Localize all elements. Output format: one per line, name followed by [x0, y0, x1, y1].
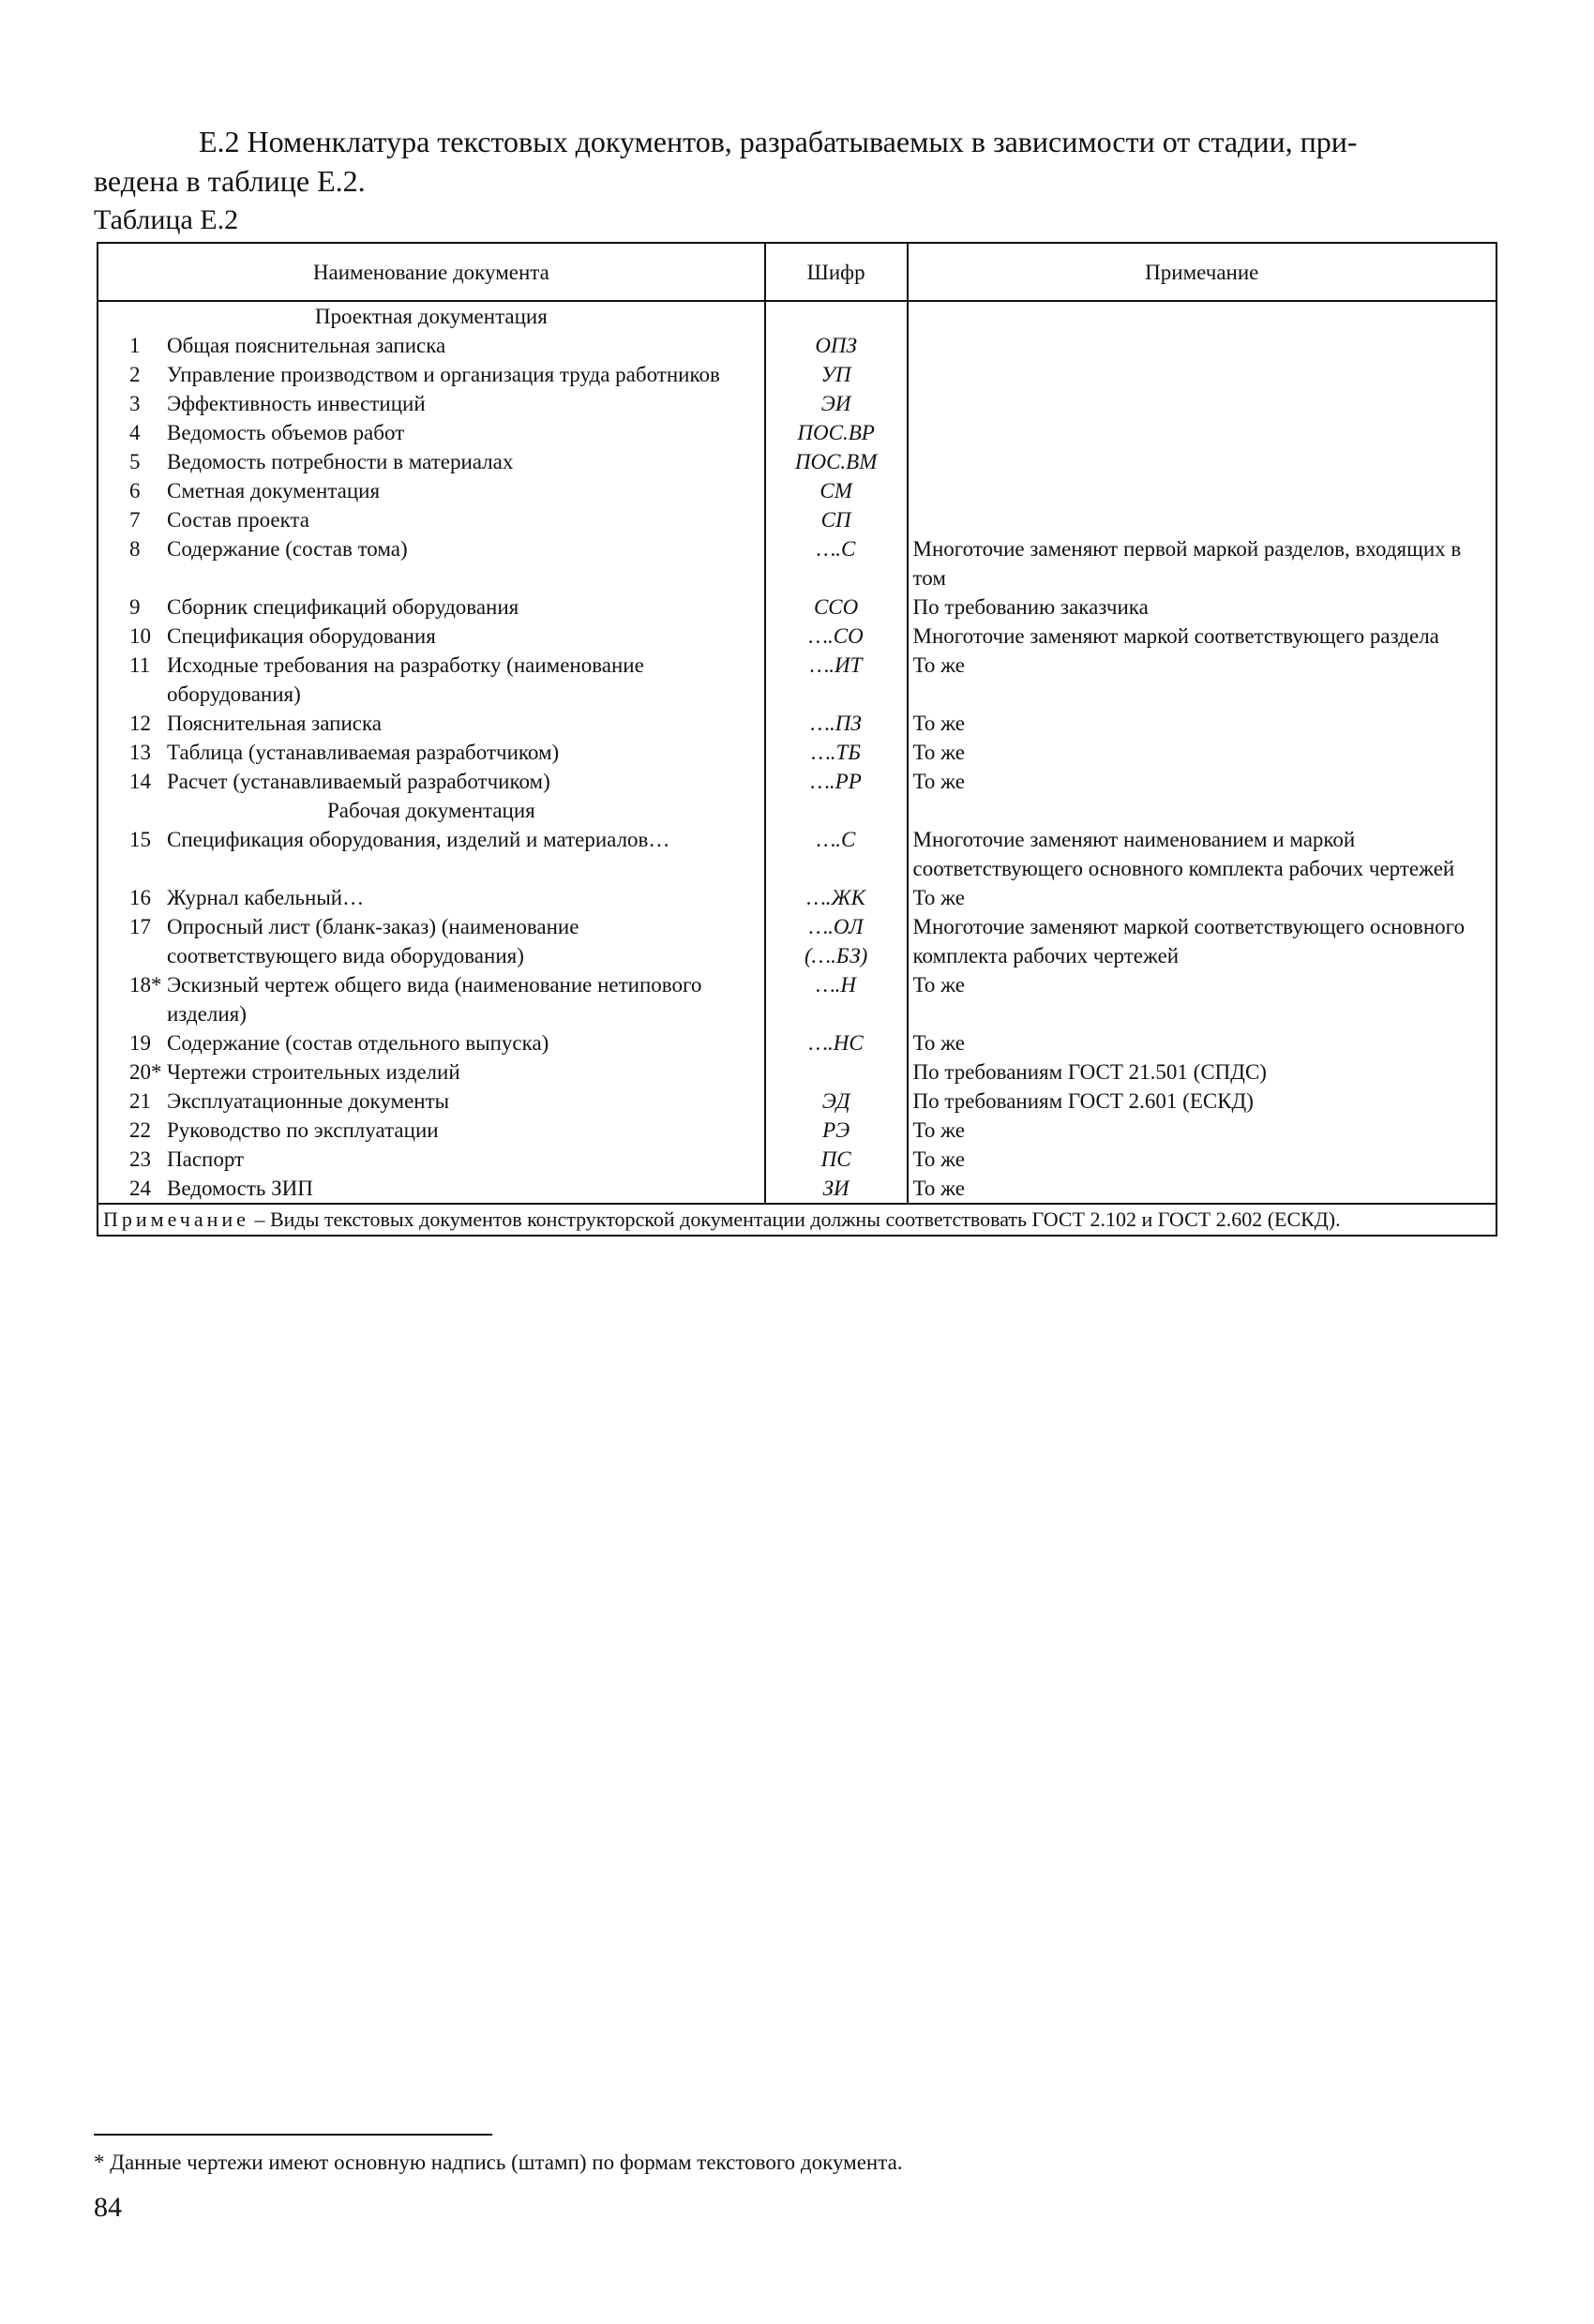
- document-code-cell: [765, 1087, 908, 1116]
- document-note: [908, 447, 1496, 476]
- document-code-cell: [765, 767, 908, 796]
- document-code-cell: [765, 418, 908, 447]
- footnote: * Данные чертежи имеют основную надпись (штамп) по формам текстового документа.: [94, 2151, 903, 2174]
- document-code: ….НС: [808, 1031, 864, 1055]
- row-number: 12: [129, 712, 151, 735]
- document-code: ….СО: [808, 624, 864, 648]
- table-note-text: – Виды текстовых документов конструкторской документации должны соответствовать ГОСТ 2.102 и ГОСТ 2.602 (ЕСКД).: [248, 1207, 1341, 1231]
- document-note: То же: [908, 1116, 1496, 1145]
- document-code: ПОС.ВР: [797, 421, 875, 444]
- document-code-cell: [765, 1028, 908, 1057]
- document-code-cell: [765, 825, 908, 883]
- document-name: Содержание (состав тома): [167, 537, 408, 561]
- document-name-cell: [98, 592, 765, 622]
- row-number: 2: [129, 363, 141, 386]
- document-code: ЗИ: [822, 1177, 850, 1200]
- row-number: 10: [129, 624, 151, 648]
- document-name: Пояснительная записка: [167, 712, 383, 735]
- row-number: 9: [129, 595, 141, 619]
- document-code: СМ: [820, 479, 852, 502]
- row-number: 17: [129, 915, 151, 938]
- table-row: [98, 738, 1496, 767]
- document-code-cell: [765, 1057, 908, 1087]
- document-note: То же: [908, 651, 1496, 709]
- table-row: [98, 1174, 1496, 1204]
- table-caption: Таблица Е.2: [94, 204, 239, 235]
- document-name: Сборник спецификаций оборудования: [167, 595, 519, 619]
- document-name: Опросный лист (бланк-заказ) (наименование соответствующего вида оборудования): [167, 915, 579, 967]
- row-number: 6: [129, 479, 141, 502]
- document-name-cell: [98, 1145, 765, 1174]
- section-note-cell: [908, 796, 1496, 825]
- document-code-cell: [765, 447, 908, 476]
- nomenclature-table: [97, 242, 1497, 1237]
- section-title: Проектная документация: [98, 301, 765, 331]
- document-name: Содержание (состав отдельного выпуска): [167, 1031, 549, 1055]
- document-name: Ведомость объемов работ: [167, 421, 405, 444]
- document-code: УП: [820, 363, 851, 386]
- document-note: По требованию заказчика: [908, 592, 1496, 622]
- document-code-cell: [765, 912, 908, 970]
- document-code: ПОС.ВМ: [794, 450, 878, 473]
- document-name: Эскизный чертеж общего вида (наименование нетипового изделия): [167, 973, 702, 1026]
- document-note: Многоточие заменяют маркой соответствующего основного комплекта рабочих чертежей: [908, 912, 1496, 970]
- document-code-cell: [765, 331, 908, 360]
- document-code-cell: [765, 883, 908, 912]
- document-name: Расчет (устанавливаемый разработчиком): [167, 770, 550, 793]
- document-code: ПС: [820, 1147, 851, 1171]
- table-row: [98, 912, 1496, 970]
- row-number: 19: [129, 1031, 151, 1055]
- document-name: Эффективность инвестиций: [167, 392, 426, 415]
- document-code: ….С: [816, 828, 856, 851]
- document-note: [908, 389, 1496, 418]
- document-code-cell: [765, 651, 908, 709]
- document-code: ….ПЗ: [810, 712, 862, 735]
- document-name-cell: [98, 767, 765, 796]
- document-name-cell: [98, 825, 765, 883]
- document-code: ЭИ: [820, 392, 851, 415]
- document-name-cell: [98, 534, 765, 592]
- table-row: [98, 709, 1496, 738]
- row-number: 18*: [129, 973, 162, 997]
- table-row: [98, 970, 1496, 1028]
- document-name: Исходные требования на разработку (наименование оборудования): [167, 653, 644, 706]
- document-name-cell: [98, 505, 765, 534]
- document-note: [908, 505, 1496, 534]
- row-number: 21: [129, 1089, 151, 1113]
- document-code-cell: [765, 389, 908, 418]
- document-name-cell: [98, 360, 765, 389]
- document-name-cell: [98, 912, 765, 970]
- table-row: [98, 1116, 1496, 1145]
- row-number: 23: [129, 1147, 151, 1171]
- footnote-rule: [94, 2134, 492, 2136]
- document-name-cell: [98, 738, 765, 767]
- document-code-cell: [765, 738, 908, 767]
- document-code-cell: [765, 534, 908, 592]
- document-code-cell: [765, 360, 908, 389]
- document-name-cell: [98, 418, 765, 447]
- table-note: [98, 1204, 1496, 1236]
- document-code: ….ИТ: [809, 653, 863, 677]
- table-row: [98, 592, 1496, 622]
- document-name: Таблица (устанавливаемая разработчиком): [167, 741, 560, 764]
- document-note: Многоточие заменяют маркой соответствующего раздела: [908, 622, 1496, 651]
- document-code-cell: [765, 505, 908, 534]
- table-row: [98, 418, 1496, 447]
- row-number: 16: [129, 886, 151, 909]
- document-name-cell: [98, 1174, 765, 1204]
- document-name-cell: [98, 883, 765, 912]
- document-name: Руководство по эксплуатации: [167, 1118, 439, 1142]
- row-number: 3: [129, 392, 141, 415]
- document-name: Спецификация оборудования, изделий и материалов…: [167, 828, 670, 851]
- table-row: [98, 767, 1496, 796]
- table-row: [98, 476, 1496, 505]
- document-name-cell: [98, 476, 765, 505]
- table-row: [98, 360, 1496, 389]
- row-number: 15: [129, 828, 151, 851]
- document-name: Ведомость потребности в материалах: [167, 450, 514, 473]
- table-row: [98, 1145, 1496, 1174]
- table-note-row: [98, 1204, 1496, 1236]
- row-number: 8: [129, 537, 141, 561]
- header-code: Шифр: [765, 243, 908, 301]
- table-row: [98, 1087, 1496, 1116]
- document-name-cell: [98, 1057, 765, 1087]
- header-note: Примечание: [908, 243, 1496, 301]
- row-number: 4: [129, 421, 141, 444]
- document-note: То же: [908, 709, 1496, 738]
- table-row: [98, 825, 1496, 883]
- document-name-cell: [98, 709, 765, 738]
- document-code-cell: [765, 592, 908, 622]
- document-note: Многоточие заменяют первой маркой разделов, входящих в том: [908, 534, 1496, 592]
- document-note: То же: [908, 970, 1496, 1028]
- document-note: [908, 360, 1496, 389]
- document-name: Ведомость ЗИП: [167, 1177, 313, 1200]
- section-row: [98, 301, 1496, 331]
- table-row: [98, 1028, 1496, 1057]
- document-code: ….РР: [810, 770, 862, 793]
- row-number: 14: [129, 770, 151, 793]
- table-body: [98, 301, 1496, 1236]
- document-name: Спецификация оборудования: [167, 624, 436, 648]
- document-code: ССО: [813, 595, 859, 619]
- document-name-cell: [98, 447, 765, 476]
- table-row: [98, 331, 1496, 360]
- row-number: 7: [129, 508, 141, 532]
- document-code: ….ОЛ: [808, 915, 864, 938]
- document-name: Эксплуатационные документы: [167, 1089, 450, 1113]
- document-note: То же: [908, 1145, 1496, 1174]
- document-code-cell: [765, 970, 908, 1028]
- document-note: По требованиям ГОСТ 2.601 (ЕСКД): [908, 1087, 1496, 1116]
- row-number: 24: [129, 1177, 151, 1200]
- document-name: Управление производством и организация труда работников: [167, 363, 720, 386]
- row-number: 5: [129, 450, 141, 473]
- document-name-cell: [98, 1087, 765, 1116]
- document-name: Паспорт: [167, 1147, 245, 1171]
- row-number: 13: [129, 741, 151, 764]
- header-name: Наименование документа: [98, 243, 765, 301]
- table-row: [98, 505, 1496, 534]
- document-name-cell: [98, 1116, 765, 1145]
- section-note-cell: [908, 301, 1496, 331]
- table-header-row: [98, 243, 1496, 301]
- table-row: [98, 651, 1496, 709]
- document-code: ОПЗ: [815, 334, 857, 357]
- document-note: По требованиям ГОСТ 21.501 (СПДС): [908, 1057, 1496, 1087]
- document-code-cell: [765, 1145, 908, 1174]
- document-note: То же: [908, 767, 1496, 796]
- table-row: [98, 622, 1496, 651]
- section-row: [98, 796, 1496, 825]
- document-note: То же: [908, 1174, 1496, 1204]
- document-code: ….ТБ: [811, 741, 861, 764]
- section-code-cell: [765, 301, 908, 331]
- row-number: 20*: [129, 1060, 162, 1084]
- document-code-cell: [765, 1174, 908, 1204]
- intro-paragraph: [94, 122, 1500, 201]
- document-note: [908, 476, 1496, 505]
- document-name: Состав проекта: [167, 508, 309, 532]
- row-number: 1: [129, 334, 141, 357]
- document-note: [908, 331, 1496, 360]
- table-row: [98, 389, 1496, 418]
- document-code-alt: (….БЗ): [804, 944, 868, 967]
- table-row: [98, 1057, 1496, 1087]
- document-code: ЭД: [821, 1089, 850, 1113]
- document-code: ….ЖК: [806, 886, 865, 909]
- table-note-label: Примечание: [103, 1207, 249, 1231]
- document-note: Многоточие заменяют наименованием и маркой соответствующего основного комплекта рабочих чертежей: [908, 825, 1496, 883]
- intro-line-2: ведена в таблице Е.2.: [94, 164, 366, 198]
- table-row: [98, 534, 1496, 592]
- document-name-cell: [98, 970, 765, 1028]
- document-note: [908, 418, 1496, 447]
- document-name: Чертежи строительных изделий: [167, 1060, 460, 1084]
- document-note: То же: [908, 738, 1496, 767]
- document-code: ….С: [816, 537, 856, 561]
- section-title: Рабочая документация: [98, 796, 765, 825]
- document-code: СП: [820, 508, 851, 532]
- document-name-cell: [98, 651, 765, 709]
- document-code-cell: [765, 476, 908, 505]
- row-number: 11: [129, 653, 151, 677]
- document-name-cell: [98, 622, 765, 651]
- document-code-cell: [765, 1116, 908, 1145]
- intro-line-1: Е.2 Номенклатура текстовых документов, разрабатываемых в зависимости от стадии, при-: [199, 125, 1358, 158]
- row-number: 22: [129, 1118, 151, 1142]
- section-code-cell: [765, 796, 908, 825]
- document-code-cell: [765, 622, 908, 651]
- table-row: [98, 883, 1496, 912]
- page-number: 84: [94, 2192, 122, 2223]
- document-code-cell: [765, 709, 908, 738]
- document-name-cell: [98, 389, 765, 418]
- table-row: [98, 447, 1496, 476]
- document-name: Журнал кабельный…: [167, 886, 365, 909]
- document-name: Сметная документация: [167, 479, 381, 502]
- document-name: Общая пояснительная записка: [167, 334, 446, 357]
- document-name-cell: [98, 331, 765, 360]
- document-note: То же: [908, 883, 1496, 912]
- document-code: РЭ: [822, 1118, 850, 1142]
- document-code: ….Н: [816, 973, 857, 997]
- document-note: То же: [908, 1028, 1496, 1057]
- document-name-cell: [98, 1028, 765, 1057]
